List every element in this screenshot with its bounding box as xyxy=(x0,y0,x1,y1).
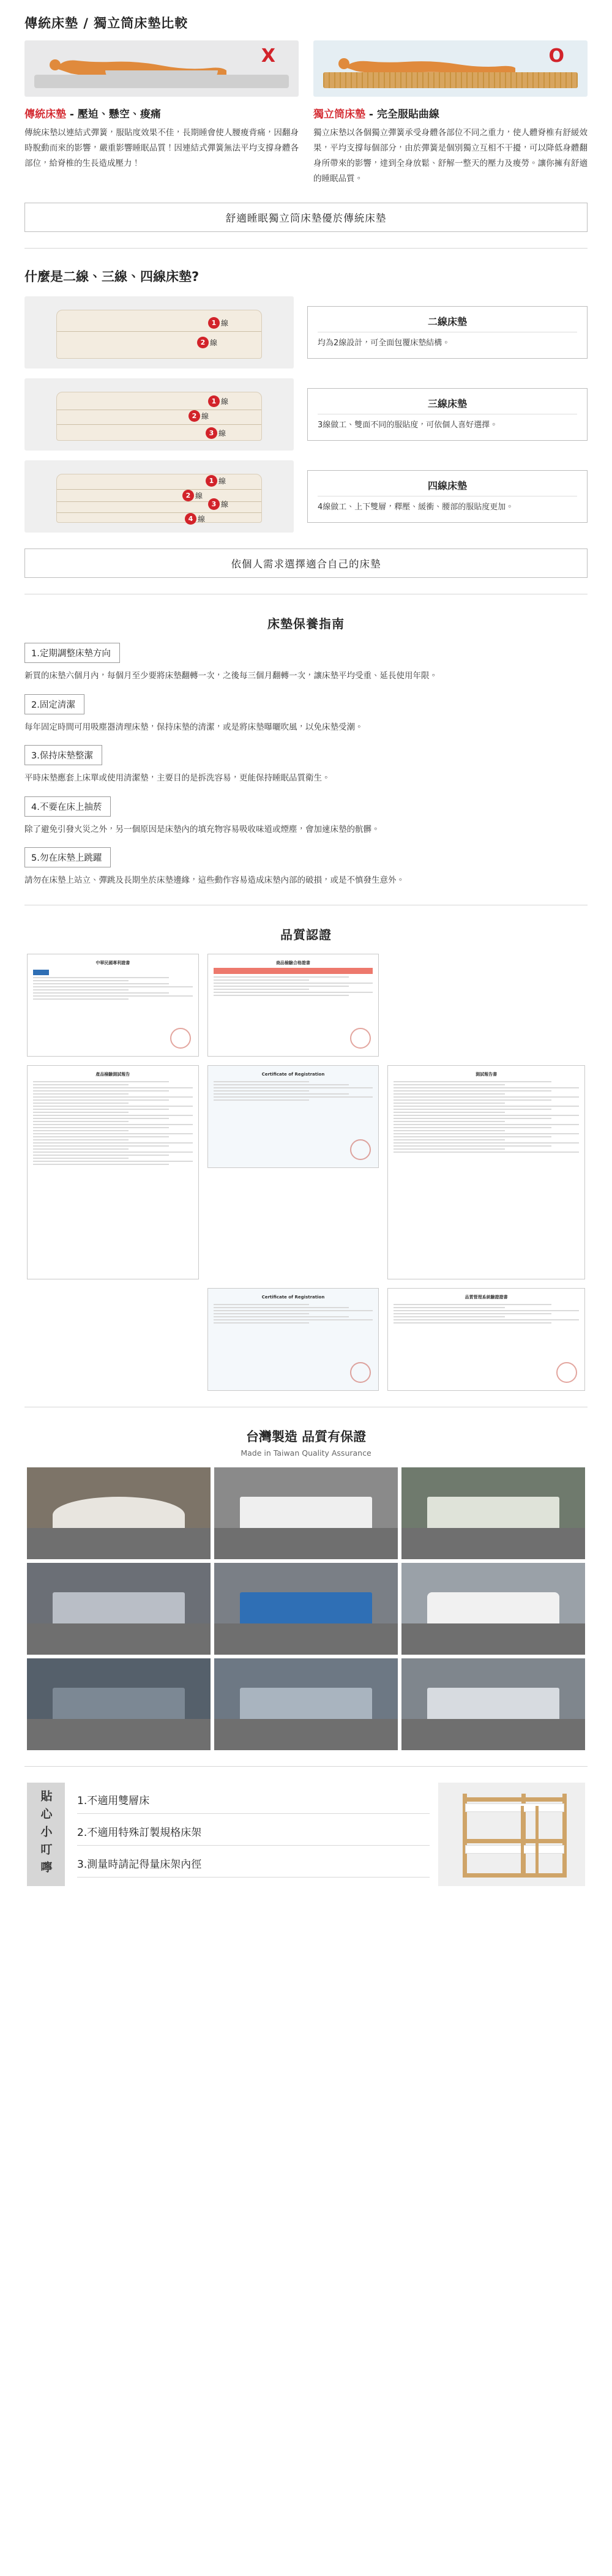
pocket-heading xyxy=(313,105,588,121)
care-item-2 xyxy=(0,694,612,736)
certificate-title: 中華民國專利證書 xyxy=(95,960,130,966)
care-item-5 xyxy=(0,847,612,889)
line-badge-2: 2 線 xyxy=(197,337,217,348)
care-label-1: 1.定期調整床墊方向 xyxy=(24,643,120,663)
mattress-body xyxy=(56,474,262,523)
compare-summary-banner: 舒適睡眠獨立筒床墊優於傳統床墊 xyxy=(24,203,588,232)
certificate-body-lines xyxy=(394,1304,579,1324)
certificate-title: 品質管理系統驗證證書 xyxy=(465,1295,508,1300)
line-row-four xyxy=(0,460,612,533)
notes-section xyxy=(0,1783,612,1886)
official-seal-icon xyxy=(350,1362,371,1383)
factory-photo xyxy=(27,1563,211,1655)
factory-photo xyxy=(214,1658,398,1750)
traditional-heading xyxy=(24,105,299,121)
compare-col-pocket xyxy=(313,40,588,187)
bunk-bed-shape xyxy=(463,1794,567,1878)
traditional-heading-strong: 傳統床墊 xyxy=(24,108,66,121)
certificate-card xyxy=(387,1288,585,1391)
compare-section-title: 傳統床墊 / 獨立筒床墊比較 xyxy=(24,16,188,31)
certificate-card-tall xyxy=(27,1065,199,1279)
pocket-spring-illustration xyxy=(313,40,588,97)
four-line-name: 四線床墊 xyxy=(318,478,577,496)
certificate-title: 測試報告書 xyxy=(476,1072,498,1077)
care-text-2: 每年固定時間可用吸塵器清理床墊，保持床墊的清潔，或是將床墊曝曬吹風，以免床墊受潮。 xyxy=(24,722,364,732)
care-text-1: 新買的床墊六個月內，每個月至少要將床墊翻轉一次，之後每三個月翻轉一次，讓床墊平均受重、延長使用年限。 xyxy=(24,670,438,681)
factory-photo xyxy=(401,1658,585,1750)
certificate-card xyxy=(207,954,379,1057)
care-text-4: 除了避免引發火災之外，另一個原因是床墊內的填充物容易吸收味道或煙塵，會加速床墊的骯髒。 xyxy=(24,824,380,834)
factory-photo xyxy=(27,1467,211,1559)
lines-section-title: 什麼是二線、三線、四線床墊? xyxy=(24,269,200,284)
line-row-three xyxy=(0,378,612,451)
certificate-body-lines xyxy=(214,1081,373,1101)
taiwan-section-subtitle: Made in Taiwan Quality Assurance xyxy=(241,1448,371,1458)
line-badge-2: 2 線 xyxy=(188,410,209,422)
traditional-body-text: 傳統床墊以連結式彈簧，服貼度效果不佳，長期睡會使人腰痠背痛，因翻身時脫動而來的影響，嚴重影響睡眠品質！因連結式彈簧無法平均支撐身體各部位，給脊椎的生長造成壓力！ xyxy=(24,128,299,168)
compare-row xyxy=(0,40,612,187)
certificate-body-lines xyxy=(33,1081,193,1165)
certificate-body-lines xyxy=(394,1081,579,1153)
three-line-name: 三線床墊 xyxy=(318,396,577,414)
three-line-desc: 3線做工、雙面不同的服貼度，可依個人喜好選擇。 xyxy=(318,420,498,430)
lines-summary-banner: 依個人需求選擇適合自己的床墊 xyxy=(24,549,588,578)
taiwan-section-title: 台灣製造 品質有保證 xyxy=(245,1429,367,1445)
certificate-body-lines xyxy=(214,1304,373,1324)
two-line-name: 二線床墊 xyxy=(318,314,577,332)
care-section-title: 床墊保養指南 xyxy=(267,616,345,631)
certificate-card-tall xyxy=(387,1065,585,1279)
certificate-grid xyxy=(0,954,612,1391)
traditional-heading-rest: - 壓迫、懸空、痠痛 xyxy=(66,108,161,121)
note-item-3: 3.測量時請記得量床架內徑 xyxy=(77,1855,430,1878)
care-label-5: 5.勿在床墊上跳躍 xyxy=(24,847,111,867)
certificate-card xyxy=(27,954,199,1057)
official-seal-icon xyxy=(350,1139,371,1160)
line-badge-3: 3 線 xyxy=(206,427,226,439)
agency-logo-icon xyxy=(33,970,49,975)
notes-label-text: 貼心小叮嚀 xyxy=(39,1790,53,1879)
mattress-body xyxy=(56,310,262,359)
pocket-body-text: 獨立床墊以各個獨立彈簧承受身體各部位不同之重力，使人體脊椎有舒緩效果，平均支撐每個部分，由於彈簧是個別獨立互相不干擾，可以降低身體翻身所帶來的影響，達到全身放鬆、舒解一整天的壓力及痠勞。讓你擁有舒適的睡眠品質。 xyxy=(313,128,588,184)
factory-photo xyxy=(27,1658,211,1750)
care-label-3: 3.保持床墊整潔 xyxy=(24,745,102,765)
care-text-5: 請勿在床墊上站立、彈跳及長期坐於床墊邊緣，這些動作容易造成床墊內部的破損，或是不慎發生意外。 xyxy=(24,875,405,886)
certificate-card xyxy=(207,1288,379,1391)
two-line-mattress-image xyxy=(24,296,294,369)
sagging-mattress-shape xyxy=(34,75,289,88)
pocket-heading-strong: 獨立筒床墊 xyxy=(313,108,365,121)
official-seal-icon xyxy=(556,1362,577,1383)
certificate-card xyxy=(207,1065,379,1168)
two-line-desc: 均為2線設計，可全面包覆床墊結構。 xyxy=(318,338,450,348)
factory-photo xyxy=(401,1467,585,1559)
note-item-2: 2.不適用特殊訂製規格床架 xyxy=(77,1824,430,1846)
notes-label-block xyxy=(27,1783,65,1886)
line-badge-1: 1 線 xyxy=(208,317,228,329)
divider xyxy=(24,1766,588,1767)
mattress-seam xyxy=(57,424,261,425)
four-line-desc: 4線做工、上下雙層，釋壓、緩衝、腰部的服貼度更加。 xyxy=(318,502,514,512)
care-item-4 xyxy=(0,796,612,838)
mattress-seam xyxy=(57,331,261,332)
certificate-body-lines xyxy=(214,976,373,996)
divider xyxy=(24,248,588,249)
circle-mark: O xyxy=(548,45,564,67)
care-label-4: 4.不要在床上抽菸 xyxy=(24,796,111,817)
notes-list xyxy=(73,1783,430,1886)
line-badge-1: 1 線 xyxy=(208,395,228,407)
certificate-title: Certificate of Registration xyxy=(261,1295,325,1300)
note-item-1: 1.不適用雙層床 xyxy=(77,1792,430,1814)
cross-mark: X xyxy=(261,45,275,67)
four-line-mattress-image xyxy=(24,460,294,533)
pocket-spring-mattress-shape xyxy=(323,72,578,88)
mattress-seam xyxy=(57,489,261,490)
mattress-seam xyxy=(57,512,261,513)
care-item-1 xyxy=(0,643,612,684)
factory-photo xyxy=(214,1467,398,1559)
factory-photo-grid xyxy=(0,1467,612,1750)
line-badge-3: 3 線 xyxy=(208,498,228,510)
line-badge-2: 2 線 xyxy=(182,490,203,501)
mattress-seam xyxy=(57,501,261,502)
official-seal-icon xyxy=(170,1028,191,1049)
certificate-title: Certificate of Registration xyxy=(261,1072,325,1077)
two-line-info xyxy=(307,306,588,359)
traditional-mattress-illustration xyxy=(24,40,299,97)
factory-photo xyxy=(401,1563,585,1655)
line-badge-4: 4 線 xyxy=(185,513,205,525)
care-label-2: 2.固定清潔 xyxy=(24,694,84,714)
care-text-3: 平時床墊應套上床單或使用清潔墊，主要目的是拆洗容易，更能保持睡眠品質衛生。 xyxy=(24,773,330,784)
line-badge-1: 1 線 xyxy=(206,475,226,487)
certificate-body-lines xyxy=(33,977,193,1000)
certificate-title: 商品檢驗合格證書 xyxy=(275,960,310,966)
compare-col-traditional xyxy=(24,40,299,187)
line-row-two xyxy=(0,296,612,369)
factory-photo xyxy=(214,1563,398,1655)
bunk-bed-illustration xyxy=(438,1783,585,1886)
care-item-3 xyxy=(0,745,612,787)
pocket-heading-rest: - 完全服貼曲線 xyxy=(365,108,439,121)
three-line-info xyxy=(307,388,588,441)
four-line-info xyxy=(307,470,588,523)
certificate-section-title: 品質認證 xyxy=(280,927,332,943)
three-line-mattress-image xyxy=(24,378,294,451)
official-seal-icon xyxy=(350,1028,371,1049)
certificate-title: 產品檢驗測試報告 xyxy=(95,1072,130,1077)
mattress-body xyxy=(56,392,262,441)
